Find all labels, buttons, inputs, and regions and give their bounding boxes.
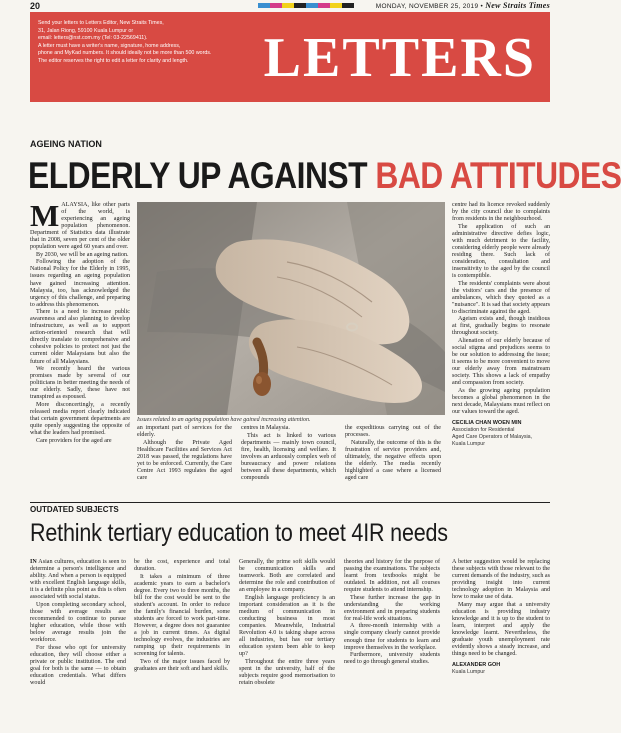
dateline: MONDAY, NOVEMBER 25, 2019 • New Straits Times: [375, 1, 550, 10]
color-swatch: [258, 3, 270, 8]
page-number: 20: [30, 1, 41, 11]
letter2-column-3: [239, 559, 335, 729]
paragraph: We recently heard the various promises made by several of our politicians in better meeting the needs of our elderly. Sadly, these have not transpired as espoused.: [30, 366, 130, 401]
paragraph: Although the Private Aged Healthcare Facilities and Services Act 2018 was passed, the regulations have yet to be enforced. Currently, the Care Centre Act 1993 regulates the aged care: [137, 439, 232, 481]
paragraph: It takes a minimum of three academic years to earn a bachelor's degree. Every two to three months, the bill for the cost would be sent to the student's account. In order to reduce the family's financial burden, some students are forced to work part-time. However, a degree does not guarantee a job in current times. As digital technology evolves, the industries are ramping up their requirements in screening for talents.: [134, 573, 230, 658]
print-color-bar: [258, 3, 354, 8]
letter1-column-4: [345, 425, 441, 498]
letter2-column-2: [134, 559, 230, 729]
color-swatch: [294, 3, 306, 8]
paragraph: More disconcertingly, a recently released media report clearly indicated that certain government departments are quite openly suggesting the opposite of what the leaders had promised.: [30, 401, 130, 436]
paragraph: theories and history for the purpose of passing the examinations. The subjects learnt from textbooks might be outdated. In addition, not all courses require students to attend internship.: [344, 559, 440, 594]
section-title: LETTERS: [263, 27, 536, 89]
letter2-column-4: [344, 559, 440, 729]
paragraph: A better suggestion would be replacing these subjects with those relevant to the current demands of the industry, such as providing insight into current technology adoption in Malaysia and how to make use of data.: [452, 559, 550, 601]
headline-red-part: BAD ATTITUDES: [375, 155, 621, 196]
banner-info: [38, 20, 268, 66]
letter1-column-3: [241, 425, 336, 498]
letter1-headline: [28, 155, 621, 197]
writer-org: Association for Residential: [452, 426, 515, 433]
writer-location: Kuala Lumpur: [452, 440, 485, 447]
color-swatch: [282, 3, 294, 8]
paragraph: Many may argue that a university education is providing industry knowledge and it is up to the student to learn, interpret and apply the knowledge learnt. Nevertheless, the graduate youth unemployment rate evidently shows a steady increase, and things need to be changed.: [452, 601, 550, 658]
paragraph: For those who opt for university education, they will choose either a private or public institution. The end goal for both is the same — to obtain education credentials. What differs would: [30, 644, 126, 686]
color-swatch: [270, 3, 282, 8]
paragraph: Two of the major issues faced by graduates are their soft and hard skills.: [134, 658, 230, 672]
letter2-kicker: OUTDATED SUBJECTS: [30, 505, 119, 514]
paragraph: There is a need to increase public awareness and also planning to develop infrastructure, as well as to support action-oriented research that will directly translate to comprehensive and cohesive policies to protect not just the current older Malaysians but also the future of all Malaysians.: [30, 309, 130, 365]
masthead-name: New Straits Times: [485, 1, 550, 10]
paragraph: centres in Malaysia.: [241, 425, 290, 431]
paragraph: Upon completing secondary school, those with average results are recommended to continue to pursue higher education, while those with below average results join the workforce.: [30, 601, 126, 644]
paragraph: [30, 559, 126, 601]
color-swatch: [306, 3, 318, 8]
issue-date: MONDAY, NOVEMBER 25, 2019: [375, 3, 479, 10]
hands-photo: [137, 202, 445, 415]
paragraph: [30, 198, 130, 251]
writer-location: Kuala Lumpur: [452, 669, 485, 676]
banner-info-line: The editor reserves the right to edit a letter for clarity and length.: [38, 57, 189, 64]
paragraph: Following the adoption of the National Policy for the Elderly in 1995, issues regarding an ageing population have gained increasing attention. Malaysia, too, has acknowledged the urgency of this challenge, and preparing to address this phenomenon.: [30, 259, 130, 308]
paragraph: Ageism exists and, though insidious at first, gradually begins to resonate throughout society.: [452, 316, 550, 337]
banner-info-line: phone and MyKad numbers. It should ideally not be more than 500 words.: [38, 50, 212, 57]
color-swatch: [318, 3, 330, 8]
paragraph: This act is linked to various departments — mainly town council, fire, health, licensing and welfare. It involves an arduously complex web of bureaucracy and power relations between all these departments, which compounds: [241, 432, 336, 481]
banner-info-line: Send your letters to Letters Editor, New Straits Times,: [38, 20, 164, 26]
headline-black-part: ELDERLY UP AGAINST: [28, 155, 368, 196]
banner-info-line: A letter must have a writer's name, signature, home address,: [38, 42, 181, 49]
paragraph-text: ALAYSIA, like other parts of the world, is experiencing an ageing population phenomenon. Department of Statistics data illustrate that in 2008, seven per cent of the older population were aged 60 years and over.: [30, 202, 130, 251]
letter2-headline: Rethink tertiary education to meet 4IR needs: [30, 519, 448, 547]
color-swatch: [330, 3, 342, 8]
drop-cap: M: [30, 198, 60, 233]
paragraph: an important part of services for the elderly.: [137, 425, 232, 439]
letter1-kicker: AGEING NATION: [30, 139, 102, 149]
paragraph: By 2030, we will be an ageing nation.: [36, 251, 129, 258]
banner-info-line: 31, Jalan Riong, 59100 Kuala Lumpur or: [38, 27, 134, 34]
letter2-column-5: [452, 559, 550, 729]
paragraph: The application of such an administrative directive defies logic, with much detriment to the facility, considering elderly people were already residing there. Such lack of consideration, consultation and insensitivity to the aged by the council is contemptible.: [452, 223, 550, 279]
paragraph: Naturally, the outcome of this is the frustration of service providers and, ultimately, the negative effects upon the elderly. The media recently highlighted a case where a licensed aged care: [345, 439, 441, 481]
page-topline: [0, 0, 580, 12]
paragraph: These further increase the gap in understanding the working environment and in preparing students for real-life work situations.: [344, 594, 440, 622]
writer-name: CECILIA CHAN WOEN MIN: [452, 419, 522, 426]
paragraph: be the cost, experience and total duration.: [134, 559, 230, 573]
letter2-column-1: [30, 559, 126, 729]
letter1-column-1: [30, 198, 130, 498]
paragraph: A three-month internship with a single company clearly cannot provide enough time for students to learn and improve themselves in the workplace.: [344, 623, 440, 651]
banner-info-line: email: letters@nst.com.my (Tel: 03-22569411).: [38, 35, 148, 42]
paragraph: centre had its licence revoked suddenly by the city council due to complaints from residents in the neighbourhood.: [452, 202, 550, 223]
paragraph: As the growing ageing population becomes a global phenomenon in the next decade, Malaysians must reflect on our values toward the aged.: [452, 387, 550, 415]
hands-illustration: [137, 202, 445, 415]
section-divider: [30, 502, 550, 503]
letter2-signature: [452, 662, 550, 676]
color-swatch: [342, 3, 354, 8]
writer-org: Aged Care Operators of Malaysia,: [452, 433, 533, 440]
lead-in: IN: [30, 559, 37, 565]
paragraph-text: Asian cultures, education is seen to determine a person's intelligence and ability. And when a person is equipped with excellent English language skills, it is a definite plus point as this is often associated with social status.: [30, 559, 126, 601]
paragraph: The residents' complaints were about the visitors' cars and the presence of ambulances, which they quoted as a "nuisance". It is sad that society appears to discriminate against the aged.: [452, 280, 550, 315]
letters-banner: [30, 12, 550, 102]
letter1-column-5: [452, 202, 550, 498]
letter1-column-2: [137, 425, 232, 498]
letter1-signature: [452, 420, 550, 448]
paragraph: Alienation of our elderly because of social stigma and prejudices seems to be our solution to addressing the issue; it seems to be more convenient to move our elderly away from mainstream society. This shows a lack of empathy and compassion from society.: [452, 337, 550, 387]
paragraph: Throughout the entire three years spent in the university, half of the subjects require good memorisation to retain obsolete: [239, 658, 335, 686]
paragraph: Care providers for the aged are: [36, 437, 112, 444]
paragraph: Furthermore, university students need to go through general studies.: [344, 652, 440, 666]
paragraph: English language proficiency is an important consideration as it is the medium of communication in conducting business in most companies. Meanwhile, Industrial Revolution 4.0 is taking shape across all industries, but has our tertiary education system been able to keep up?: [239, 594, 335, 658]
paragraph: Generally, the prime soft skills would be communication skills and teamwork. Both are correlated and determine the role and contribution of an employee in a company.: [239, 559, 335, 594]
photo-caption: Issues related to an ageing population have gained increasing attention.: [137, 417, 311, 423]
writer-name: ALEXANDER GOH: [452, 662, 501, 669]
paragraph: the expeditious carrying out of the processes.: [345, 425, 441, 439]
